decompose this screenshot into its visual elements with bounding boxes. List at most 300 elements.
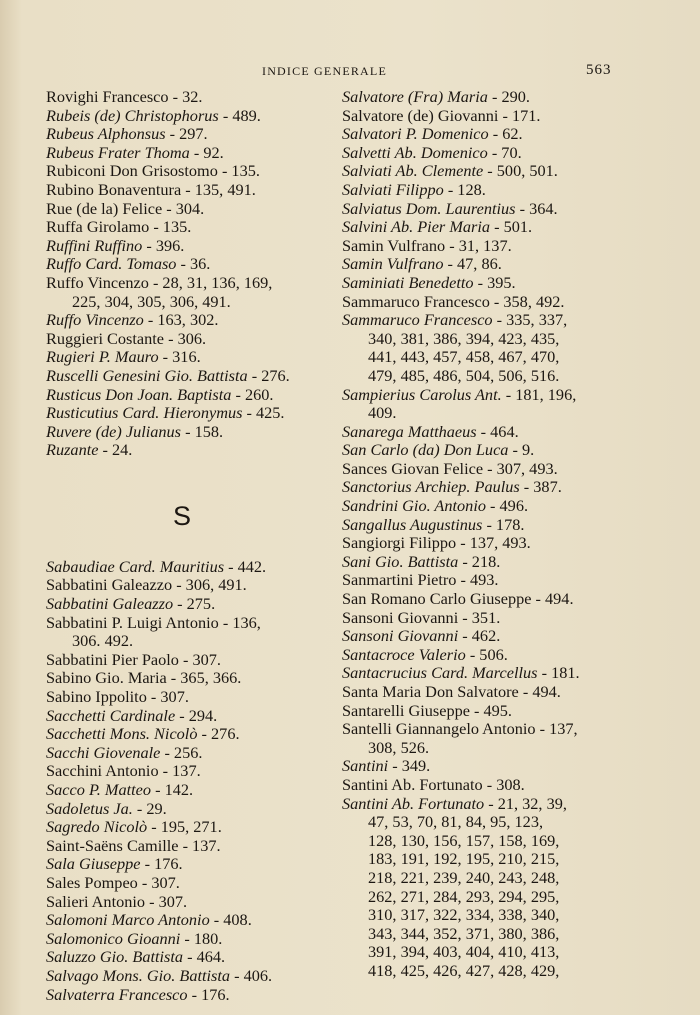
entry-refs: - 425. [242, 403, 285, 423]
entry-refs: - 304. [162, 198, 205, 218]
index-entry-line [342, 441, 614, 460]
entry-name: Sadoletus Ja. [46, 798, 133, 818]
entry-name: Santini Ab. Fortunato [342, 774, 483, 794]
index-entry [342, 88, 614, 107]
index-entry [342, 664, 614, 683]
index-entry-line [342, 627, 614, 646]
entry-name: Sabbatini Galeazzo [46, 594, 174, 614]
index-entry-line [342, 125, 614, 144]
entry-refs: - 36. [176, 254, 211, 274]
entry-name: Rubiconi Don Grisostomo [46, 161, 218, 181]
entry-refs: - 489. [218, 105, 261, 125]
index-entry [46, 162, 318, 181]
index-entry [46, 144, 318, 163]
index-entry-line [342, 386, 614, 405]
index-entry [46, 818, 318, 837]
entry-refs: - 464. [183, 947, 226, 967]
entry-continuation: 409. [368, 403, 397, 423]
entry-name: Ruffo Vincenzo [46, 310, 144, 330]
index-entry [46, 386, 318, 405]
entry-name: Rubeis (de) Christophorus [46, 105, 219, 125]
index-entry [46, 367, 318, 386]
index-entry [342, 274, 614, 293]
index-entry-line [46, 614, 318, 633]
entry-refs: - 158. [181, 421, 224, 441]
entry-refs: - 395. [473, 272, 516, 292]
index-entry-line [46, 762, 318, 781]
index-entry [342, 590, 614, 609]
index-entry-line [342, 423, 614, 442]
index-entry-line [342, 609, 614, 628]
index-entry [342, 441, 614, 460]
entry-refs: - 47, 86. [443, 254, 502, 274]
index-entry-line [46, 967, 318, 986]
right-column [342, 88, 614, 981]
index-entry-line [46, 88, 318, 107]
index-entry-line [46, 818, 318, 837]
entry-refs: - 260. [231, 384, 274, 404]
running-header [0, 62, 700, 82]
entry-name: Salomoni Marco Antonio [46, 910, 210, 930]
entry-refs: - 181. [537, 663, 580, 683]
index-entry-line [342, 274, 614, 293]
entry-continuation: 183, 191, 192, 195, 210, 215, [368, 849, 560, 869]
index-entry [342, 646, 614, 665]
index-entry-line [46, 367, 318, 386]
entry-name: Ruffa Girolamo [46, 217, 150, 237]
entry-name: Saluzzo Gio. Battista [46, 947, 184, 967]
index-entry-line [342, 720, 614, 739]
entry-refs: - 316. [158, 347, 201, 367]
index-entry-line [46, 237, 318, 256]
entry-name: Sances Giovan Felice [342, 458, 484, 478]
entry-name: Salvatore (Fra) Maria [342, 87, 488, 106]
index-entry [342, 702, 614, 721]
entry-refs: - 364. [515, 198, 558, 218]
entry-name: Ruffo Card. Tomaso [46, 254, 177, 274]
entry-refs: - 406. [230, 965, 273, 985]
entry-refs: - 307. [145, 891, 188, 911]
index-entry [46, 218, 318, 237]
entry-refs: - 501. [490, 217, 533, 237]
entry-continuation: 340, 381, 386, 394, 423, 435, [368, 328, 560, 348]
index-entry [342, 534, 614, 553]
entry-continuation: 391, 394, 403, 404, 410, 413, [368, 942, 560, 962]
index-entry [46, 669, 318, 688]
entry-refs: - 275. [173, 594, 216, 614]
index-entry-line [342, 144, 614, 163]
entry-refs: - 276. [247, 365, 290, 385]
entry-name: Ruvere (de) Julianus [46, 421, 182, 441]
entry-refs: - 308. [482, 774, 525, 794]
left-column [46, 88, 318, 1004]
entry-name: Sammaruco Francesco [342, 310, 493, 330]
index-entry [46, 107, 318, 126]
header-title: INDICE GENERALE [262, 64, 387, 78]
entry-name: San Carlo (da) Don Luca [342, 440, 509, 460]
index-entry [46, 311, 318, 330]
index-entry-line [46, 330, 318, 349]
entry-name: Sanmartini Pietro [342, 570, 457, 590]
index-entry-line [342, 757, 614, 776]
entry-refs: - 137. [158, 761, 201, 781]
entry-name: Rubeus Alphonsus [46, 124, 166, 144]
index-entry [342, 311, 614, 385]
entry-name: Salviatus Dom. Laurentius [342, 198, 516, 218]
index-entry [342, 516, 614, 535]
index-entry [46, 800, 318, 819]
entry-refs: - 29. [132, 798, 167, 818]
entry-refs: - 290. [487, 87, 530, 106]
entry-name: Rugieri P. Mauro [46, 347, 159, 367]
entry-name: Sampierius Carolus Ant. [342, 384, 502, 404]
entry-name: Ruzante [46, 440, 99, 460]
index-entry-line [342, 664, 614, 683]
entry-refs: - 32. [168, 87, 203, 106]
entry-name: Saminiati Benedetto [342, 272, 474, 292]
entry-refs: - 135, 491. [181, 179, 256, 199]
entry-refs: - 306, 491. [172, 575, 247, 595]
index-entry-line [342, 590, 614, 609]
entry-refs: - 142. [151, 780, 194, 799]
entry-name: Sacchi Giovenale [46, 742, 161, 762]
index-entry-line [342, 200, 614, 219]
index-entry-line [46, 576, 318, 595]
entry-name: Sagredo Nicolò [46, 817, 148, 837]
entry-refs: - 276. [197, 724, 240, 744]
index-entry-line [342, 534, 614, 553]
index-entry [342, 776, 614, 795]
entries-s [46, 558, 318, 1004]
index-entry [342, 181, 614, 200]
entry-name: Rue (de la) Felice [46, 198, 163, 218]
index-entry-line [342, 181, 614, 200]
index-entry [46, 948, 318, 967]
entry-refs: - 494. [531, 589, 574, 609]
entry-refs: - 408. [209, 910, 252, 930]
index-entry [46, 125, 318, 144]
index-entry-line [46, 874, 318, 893]
index-entry [342, 627, 614, 646]
entry-name: Sacchetti Cardinale [46, 705, 176, 725]
index-entry [342, 795, 614, 981]
index-entry [46, 348, 318, 367]
index-entry-line [46, 911, 318, 930]
entry-refs: - 442. [224, 556, 267, 576]
index-entry-line [46, 948, 318, 967]
entry-name: Salomonico Gioanni [46, 928, 181, 948]
entry-refs: - 462. [458, 626, 501, 646]
entry-refs: - 218. [458, 551, 501, 571]
index-entry-line [342, 311, 614, 330]
index-entry [46, 330, 318, 349]
index-entry [342, 218, 614, 237]
entry-name: Sani Gio. Battista [342, 551, 459, 571]
entry-name: Sala Giuseppe [46, 854, 141, 874]
index-entry [46, 688, 318, 707]
entry-refs: - 163, 302. [143, 310, 219, 330]
index-entry [342, 478, 614, 497]
index-entry [342, 125, 614, 144]
index-entry [342, 683, 614, 702]
index-entry-line [342, 218, 614, 237]
index-entry [46, 893, 318, 912]
index-entry [342, 255, 614, 274]
entry-refs: - 306. [164, 328, 207, 348]
index-entry [46, 558, 318, 577]
index-entry-line [46, 558, 318, 577]
entry-refs: - 358, 492. [489, 291, 565, 311]
entry-refs: - 135. [149, 217, 192, 237]
entry-name: Santelli Giannangelo Antonio [342, 719, 536, 739]
entry-refs: - 256. [160, 742, 203, 762]
entry-refs: - 307. [137, 872, 180, 892]
entry-name: Samin Vulfrano [342, 254, 444, 274]
index-entry [46, 404, 318, 423]
index-entry [342, 720, 614, 757]
entry-name: Ruscelli Genesini Gio. Battista [46, 365, 248, 385]
entry-name: Sandrini Gio. Antonio [342, 496, 486, 516]
index-entry [342, 757, 614, 776]
entry-name: Santini [342, 756, 389, 776]
index-entry [46, 781, 318, 800]
index-entry-line [46, 744, 318, 763]
index-entry [46, 200, 318, 219]
index-entry [342, 460, 614, 479]
index-entry-line [46, 986, 318, 1005]
index-entry [342, 200, 614, 219]
index-entry [342, 293, 614, 312]
entry-name: Sabaudiae Card. Mauritius [46, 556, 225, 576]
index-entry-line [342, 571, 614, 590]
entry-refs: - 21, 32, 39, [484, 793, 567, 813]
entry-refs: - 178. [482, 514, 525, 534]
index-entry-line [342, 88, 614, 107]
entry-name: San Romano Carlo Giuseppe [342, 589, 532, 609]
index-entry-line [46, 688, 318, 707]
entry-name: Sangallus Augustinus [342, 514, 483, 534]
entry-name: Saint-Saëns Camille [46, 835, 179, 855]
entry-refs: - 137. [178, 835, 221, 855]
index-entry [46, 181, 318, 200]
entry-name: Santacroce Valerio [342, 644, 466, 664]
entry-name: Salviati Filippo [342, 179, 444, 199]
index-entry-line [46, 181, 318, 200]
page-number: 563 [586, 62, 612, 78]
entry-name: Sabino Gio. Maria [46, 668, 167, 688]
entry-name: Sacchetti Mons. Nicolò [46, 724, 198, 744]
index-entry-line [46, 725, 318, 744]
entry-refs: - 9. [508, 440, 535, 460]
entry-name: Salieri Antonio [46, 891, 146, 911]
index-entry-line [342, 497, 614, 516]
entry-continuation: 418, 425, 426, 427, 428, 429, [368, 960, 560, 980]
index-entry [46, 967, 318, 986]
index-entry [342, 162, 614, 181]
index-entry-line [46, 386, 318, 405]
entry-continuation: 306. 492. [72, 631, 134, 651]
entry-continuation: 343, 344, 352, 371, 380, 386, [368, 923, 560, 943]
index-entry-line [46, 144, 318, 163]
index-entry [46, 88, 318, 107]
index-entry [342, 237, 614, 256]
section-letter: S [172, 500, 191, 531]
index-entry-line [46, 441, 318, 460]
index-entry-line [342, 776, 614, 795]
index-entry-line [46, 800, 318, 819]
entry-refs: - 195, 271. [147, 817, 222, 837]
entry-refs: - 349. [388, 756, 431, 776]
entry-refs: - 506. [465, 644, 508, 664]
entry-refs: - 500, 501. [483, 161, 558, 181]
index-entry-line [46, 837, 318, 856]
entry-refs: - 135. [217, 161, 260, 181]
index-entry [46, 930, 318, 949]
entries-r [46, 88, 318, 460]
entry-name: Rovighi Francesco [46, 87, 169, 106]
entry-name: Sanctorius Archiep. Paulus [342, 477, 520, 497]
entry-continuation: 128, 130, 156, 157, 158, 169, [368, 830, 560, 850]
entry-refs: - 307. [146, 687, 189, 707]
index-entry-line [46, 855, 318, 874]
entry-name: Sammaruco Francesco [342, 291, 490, 311]
entry-name: Salvetti Ab. Domenico [342, 142, 488, 162]
entry-name: Salvatore (de) Giovanni [342, 105, 499, 125]
entry-name: Sacchini Antonio [46, 761, 159, 781]
index-entry [46, 651, 318, 670]
index-entry [46, 762, 318, 781]
index-entry-line [342, 683, 614, 702]
index-entry [342, 386, 614, 423]
index-entry [342, 107, 614, 126]
index-entry [46, 614, 318, 651]
entry-refs: - 28, 31, 136, 169, [148, 272, 273, 292]
index-entry [46, 725, 318, 744]
index-entry [46, 837, 318, 856]
entry-refs: - 307. [178, 649, 222, 669]
entry-refs: - 128. [443, 179, 486, 199]
entry-continuation: 441, 443, 457, 458, 467, 470, [368, 347, 560, 367]
entry-name: Rusticus Don Joan. Baptista [46, 384, 232, 404]
entry-refs: - 335, 337, [492, 310, 568, 330]
index-entry [342, 609, 614, 628]
index-entry [342, 553, 614, 572]
entry-name: Sacco P. Matteo [46, 780, 152, 799]
entry-refs: - 297. [165, 124, 208, 144]
index-entry-line [342, 255, 614, 274]
entry-name: Sanarega Matthaeus [342, 421, 477, 441]
entry-refs: - 181, 196, [501, 384, 577, 404]
index-entry [46, 237, 318, 256]
entry-name: Santa Maria Don Salvatore [342, 682, 519, 701]
entry-name: Ruffini Ruffino [46, 235, 143, 255]
entry-refs: - 365, 366. [166, 668, 242, 688]
index-entry-line [342, 646, 614, 665]
entry-name: Ruffo Vincenzo [46, 272, 149, 292]
entry-refs: - 92. [189, 142, 224, 162]
entry-refs: - 495. [469, 700, 513, 720]
index-entry-line [342, 795, 614, 814]
index-entry [46, 274, 318, 311]
entry-name: Samin Vulfrano [342, 235, 446, 255]
index-entry-line [342, 702, 614, 721]
index-entry-line [46, 893, 318, 912]
entry-name: Sales Pompeo [46, 872, 138, 892]
entry-name: Salvatori P. Domenico [342, 124, 489, 144]
entry-name: Sabbatini Galeazzo [46, 575, 173, 595]
entry-continuation: 218, 221, 239, 240, 243, 248, [368, 867, 560, 887]
entry-refs: - 494. [518, 682, 561, 701]
entry-refs: - 137, [535, 719, 578, 739]
index-entry-line [342, 553, 614, 572]
entry-continuation: 225, 304, 305, 306, 491. [72, 291, 231, 311]
entry-refs: - 396. [142, 235, 185, 255]
entry-name: Sabbatini Pier Paolo [46, 649, 179, 669]
index-entry [46, 874, 318, 893]
index-entry-line [46, 162, 318, 181]
entry-refs: - 62. [488, 124, 523, 144]
entry-name: Rubeus Frater Thoma [46, 142, 190, 162]
entry-refs: - 136, [218, 612, 261, 632]
entry-name: Santacrucius Card. Marcellus [342, 663, 538, 683]
entry-continuation: 308, 526. [368, 737, 430, 757]
entry-name: Sangiorgi Filippo [342, 533, 457, 553]
index-entry [342, 423, 614, 442]
entry-refs: - 70. [487, 142, 522, 162]
index-entry-line [46, 423, 318, 442]
index-entry [46, 576, 318, 595]
entry-name: Sabino Ippolito [46, 687, 147, 707]
index-entry-line [46, 404, 318, 423]
entry-refs: - 24. [98, 440, 133, 460]
index-entry-line [46, 930, 318, 949]
entry-refs: - 176. [187, 984, 230, 1004]
index-entry-line [342, 516, 614, 535]
index-entry [46, 855, 318, 874]
index-entry [46, 441, 318, 460]
entry-name: Santarelli Giuseppe [342, 700, 470, 720]
entry-name: Rubino Bonaventura [46, 179, 182, 199]
index-entry-line [46, 107, 318, 126]
index-entry-line [46, 651, 318, 670]
entry-continuation: 479, 485, 486, 504, 506, 516. [368, 365, 560, 385]
entry-name: Sansoni Giovanni [342, 607, 459, 627]
index-entry [46, 986, 318, 1005]
entry-continuation: 310, 317, 322, 334, 338, 340, [368, 905, 560, 925]
entry-refs: - 496. [485, 496, 529, 516]
entries-right [342, 88, 614, 981]
entry-refs: - 307, 493. [483, 458, 558, 478]
entry-name: Salvago Mons. Gio. Battista [46, 965, 231, 985]
index-entry [46, 595, 318, 614]
index-entry-line [46, 200, 318, 219]
entry-continuation: 47, 53, 70, 81, 84, 95, 123, [368, 812, 544, 832]
index-entry-line [46, 218, 318, 237]
index-entry [46, 707, 318, 726]
entry-refs: - 176. [140, 854, 183, 874]
entry-continuation: 262, 271, 284, 293, 294, 295, [368, 886, 560, 906]
index-entry [342, 497, 614, 516]
entry-refs: - 31, 137. [445, 235, 512, 255]
index-entry [46, 744, 318, 763]
index-entry-line [342, 237, 614, 256]
index-entry-line [46, 125, 318, 144]
index-entry-line [342, 107, 614, 126]
index-entry-line [46, 781, 318, 800]
index-entry [46, 911, 318, 930]
entry-refs: - 351. [458, 607, 501, 627]
index-entry-line [46, 348, 318, 367]
